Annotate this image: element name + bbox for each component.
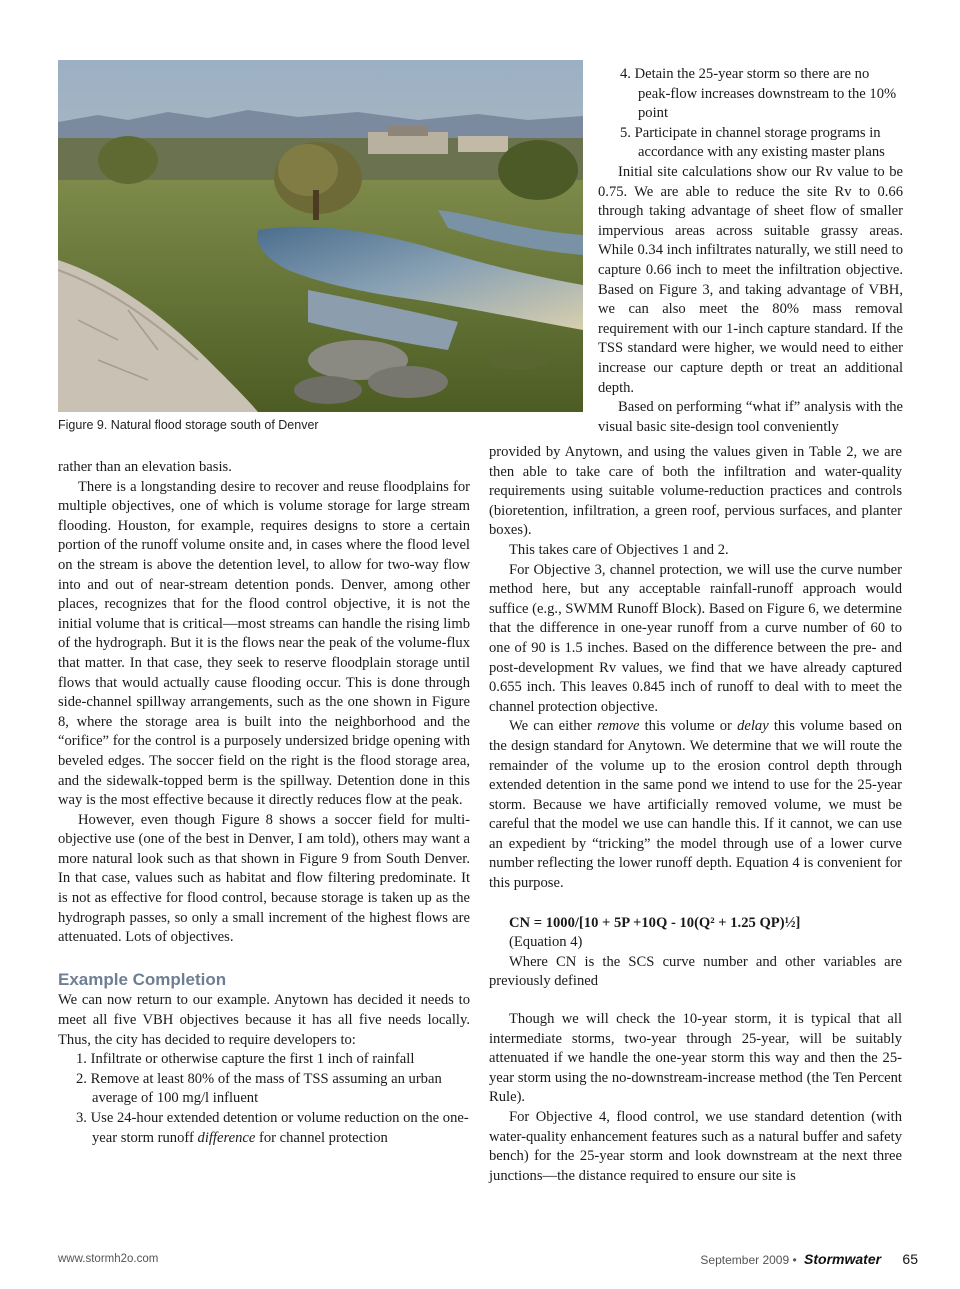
bullet-separator: • (792, 1253, 797, 1267)
list-item: 5. Participate in channel storage programs in accordance with any existing master plans (620, 124, 885, 161)
paragraph: This takes care of Objectives 1 and 2. (509, 541, 729, 558)
list-item: 1. Infiltrate or otherwise capture the first 1 inch of rainfall (76, 1051, 415, 1068)
paragraph: rather than an elevation basis. (58, 459, 232, 475)
landscape-image (58, 60, 583, 412)
list-item: 3. Use 24-hour extended detention or volume reduction on the one-year storm runoff difference for channel protection (76, 1110, 469, 1146)
left-column-main (58, 458, 470, 1148)
equation-4: CN = 1000/[10 + 5P +10Q - 10(Q² + 1.25 QP)½] (509, 914, 801, 931)
page-number: 65 (902, 1251, 918, 1267)
objectives-list-continued (598, 65, 903, 163)
equation-label: (Equation 4) (509, 934, 583, 951)
paragraph: We can now return to our example. Anytown has decided it needs to meet all five VBH objectives because it has all five needs locally. Thus, the city has decided to require developers to: (58, 992, 470, 1048)
paragraph: Though we will check the 10-year storm, it is typical that all intermediate storms, two-year through 25-year, will be suitably attenuated if we handle the one-year storm this way and then the 25-year storm using the no-downstream-increase method (the Ten Percent Rule). (489, 1011, 902, 1106)
figure-9-photo (58, 60, 583, 412)
issue-date: September 2009 (700, 1253, 790, 1267)
footer-url: www.stormh2o.com (58, 1253, 159, 1265)
list-item: 4. Detain the 25-year storm so there are no peak-flow increases downstream to the 10% point (620, 66, 897, 122)
figure-caption: Figure 9. Natural flood storage south of Denver (58, 418, 319, 432)
magazine-brand: Stormwater (804, 1251, 882, 1267)
paragraph: Initial site calculations show our Rv value to be 0.75. We are able to reduce the site Rv to 0.66 through taking advantage of sheet flow of smaller impervious areas across suitable grassy areas. While 0.34 inch infiltrates naturally, we still need to capture 0.66 inch to meet the infiltration objective. Based on Figure 3, and taking advantage of VBH, we can also meet the 80% mass removal requirement with our 1-inch capture standard. If the TSS standard were higher, we would need to either increase our capture depth or treat an additional depth. (598, 163, 903, 396)
right-column-main (489, 443, 902, 1186)
right-column-top (598, 65, 903, 437)
paragraph: There is a longstanding desire to recover and reuse floodplains for multiple objectives, one of which is volume storage for large stream flooding. Houston, for example, requires designs to store a certain portion of the runoff volume onsite and, in cases where the flood level on the stream is above the detention level, to allow for two-way flow into and out of near-stream detention ponds. Denver, among other places, recognizes that for the flood control objective, it is not the initial volume that is critical—most streams can handle the rising limb of the hydrograph. But it is the flows near the peak of the volume-flux that matter. In that case, they seek to reserve floodplain storage until flows that would actually cause flooding occur. This is done through side-channel spillway arrangements, such as the one shown in Figure 8, where the storage area is built into the neighborhood and the “orifice” for the control is a purposely undersized bridge opening with beveled edges. The soccer field on the right is the flood storage area, and the sidewalk-topped berm is the spillway. Detention done in this way is the most effective because it directly reduces flow at the peak. (58, 478, 470, 809)
footer-folio (700, 1251, 918, 1267)
paragraph: We can either remove this volume or delay this volume based on the design standard for Anytown. We determine that we will route the remainder of the volume up to the erosion control depth through extended detention in the same pond we intend to use for the 25-year storm. Because we have artificially removed volume, we must be careful that the model we use can handle this. If it cannot, we can use an expedient by “tricking” the model through use of a lower curve number reflecting the lower runoff depth. Equation 4 is convenient for this purpose. (489, 718, 902, 892)
paragraph: However, even though Figure 8 shows a soccer field for multi-objective use (one of the best in Denver, I am told), others may want a more natural look such as that shown in Figure 9 from South Denver. In that case, values such as habitat and flow filtering predominate. It is not as effective for flood control, because storage is taken up as the hydrograph passes, so only a small increment of the highest flows are attenuated. Lots of objectives. (58, 811, 470, 946)
section-heading: Example Completion (58, 969, 227, 989)
paragraph: For Objective 4, flood control, we use standard detention (with water-quality enhancement features such as a natural buffer and safety bench) for the 25-year storm and look downstream at the next three junctions—the distance required to ensure our site is (489, 1109, 902, 1184)
paragraph: Where CN is the SCS curve number and other variables are previously defined (489, 953, 902, 990)
paragraph: Based on performing “what if” analysis with the visual basic site-design tool conveniently (598, 399, 903, 435)
list-item: 2. Remove at least 80% of the mass of TSS assuming an urban average of 100 mg/l influent (76, 1070, 442, 1107)
paragraph: provided by Anytown, and using the values given in Table 2, we are then able to take care of both the infiltration and water-quality requirements using suitable volume-reduction practices and controls (bioretention, infiltration, a green roof, pervious surfaces, and planter boxes). (489, 444, 902, 539)
objectives-list (58, 1050, 470, 1148)
paragraph: For Objective 3, channel protection, we will use the curve number method here, but any acceptable rainfall-runoff approach would suffice (e.g., SWMM Runoff Block). Based on Figure 6, we determine that the difference in one-year runoff from a curve number of 60 to one of 90 is 1.5 inches. Based on the difference between the pre- and post-development Rv values, we find that we have already captured 0.655 inch. This leaves 0.845 inch of runoff to deal with to meet the channel protection objective. (489, 561, 902, 715)
